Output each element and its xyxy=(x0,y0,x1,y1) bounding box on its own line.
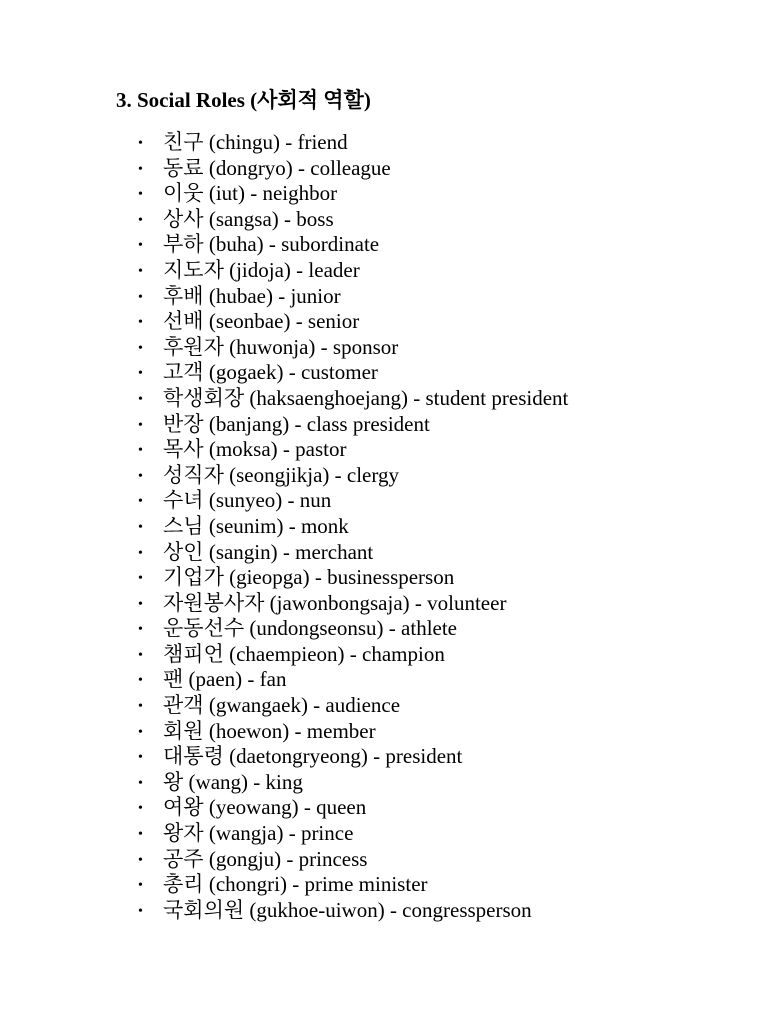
vocab-entry-text: 지도자 (jidoja) - leader xyxy=(163,257,360,282)
vocab-entry-text: 수녀 (sunyeo) - nun xyxy=(163,488,332,513)
bullet-icon: • xyxy=(138,340,143,356)
vocab-entry-text: 선배 (seonbae) - senior xyxy=(163,309,360,334)
bullet-icon: • xyxy=(138,161,143,177)
bullet-icon: • xyxy=(138,647,143,663)
bullet-icon: • xyxy=(138,852,143,868)
vocab-entry-text: 후배 (hubae) - junior xyxy=(163,283,341,308)
bullet-icon: • xyxy=(138,315,143,331)
vocab-entry-text: 스님 (seunim) - monk xyxy=(163,513,349,538)
vocab-entry-text: 기업가 (gieopga) - businessperson xyxy=(163,565,455,590)
bullet-icon: • xyxy=(138,545,143,561)
bullet-icon: • xyxy=(138,673,143,689)
bullet-icon: • xyxy=(138,289,143,305)
bullet-icon: • xyxy=(138,878,143,894)
bullet-icon: • xyxy=(138,443,143,459)
bullet-icon: • xyxy=(138,775,143,791)
vocab-entry-text: 부하 (buha) - subordinate xyxy=(163,232,380,257)
bullet-icon: • xyxy=(138,468,143,484)
vocab-entry-text: 반장 (banjang) - class president xyxy=(163,411,430,436)
vocab-entry-text: 목사 (moksa) - pastor xyxy=(163,437,347,462)
vocab-entry-text: 관객 (gwangaek) - audience xyxy=(163,693,401,718)
vocab-entry-text: 왕자 (wangja) - prince xyxy=(163,821,354,846)
section-title: 3. Social Roles (사회적 역할) xyxy=(116,88,371,112)
bullet-icon: • xyxy=(138,724,143,740)
vocab-entry-text: 고객 (gogaek) - customer xyxy=(163,360,378,385)
bullet-icon: • xyxy=(138,263,143,279)
vocab-entry-text: 대통령 (daetongryeong) - president xyxy=(163,744,463,769)
bullet-icon: • xyxy=(138,622,143,638)
vocab-entry-text: 국회의원 (gukhoe-uiwon) - congressperson xyxy=(163,897,532,922)
bullet-icon: • xyxy=(138,571,143,587)
bullet-icon: • xyxy=(138,187,143,203)
bullet-icon: • xyxy=(138,827,143,843)
bullet-icon: • xyxy=(138,238,143,254)
bullet-icon: • xyxy=(138,750,143,766)
vocab-entry-text: 학생회장 (haksaenghoejang) - student president xyxy=(163,385,569,410)
vocab-entry-text: 총리 (chongri) - prime minister xyxy=(163,872,428,897)
vocab-entry-text: 공주 (gongju) - princess xyxy=(163,846,368,871)
vocab-entry-text: 자원봉사자 (jawonbongsaja) - volunteer xyxy=(163,590,507,615)
vocab-entry-text: 팬 (paen) - fan xyxy=(163,667,287,692)
vocab-entry-text: 상사 (sangsa) - boss xyxy=(163,206,334,231)
bullet-icon: • xyxy=(138,391,143,407)
vocab-entry-text: 여왕 (yeowang) - queen xyxy=(163,795,367,820)
bullet-icon: • xyxy=(138,519,143,535)
vocab-entry-text: 상인 (sangin) - merchant xyxy=(163,539,374,564)
bullet-icon: • xyxy=(138,417,143,433)
bullet-icon: • xyxy=(138,699,143,715)
vocab-entry-text: 왕 (wang) - king xyxy=(163,769,303,794)
bullet-icon: • xyxy=(138,212,143,228)
vocab-entry-text: 동료 (dongryo) - colleague xyxy=(163,155,391,180)
vocab-entry-text: 친구 (chingu) - friend xyxy=(163,130,348,154)
bullet-icon: • xyxy=(138,494,143,510)
bullet-icon: • xyxy=(138,366,143,382)
vocab-entry-text: 성직자 (seongjikja) - clergy xyxy=(163,462,399,487)
vocab-entry-text: 챔피언 (chaempieon) - champion xyxy=(163,641,445,666)
bullet-icon: • xyxy=(138,596,143,612)
vocab-entry-text: 회원 (hoewon) - member xyxy=(163,718,376,743)
vocab-entry-text: 이웃 (iut) - neighbor xyxy=(163,181,338,206)
bullet-icon: • xyxy=(138,801,143,817)
vocab-entry-text: 운동선수 (undongseonsu) - athlete xyxy=(163,616,458,641)
bullet-icon: • xyxy=(138,903,143,919)
vocab-entry-text: 후원자 (huwonja) - sponsor xyxy=(163,334,399,359)
bullet-icon: • xyxy=(138,136,143,151)
